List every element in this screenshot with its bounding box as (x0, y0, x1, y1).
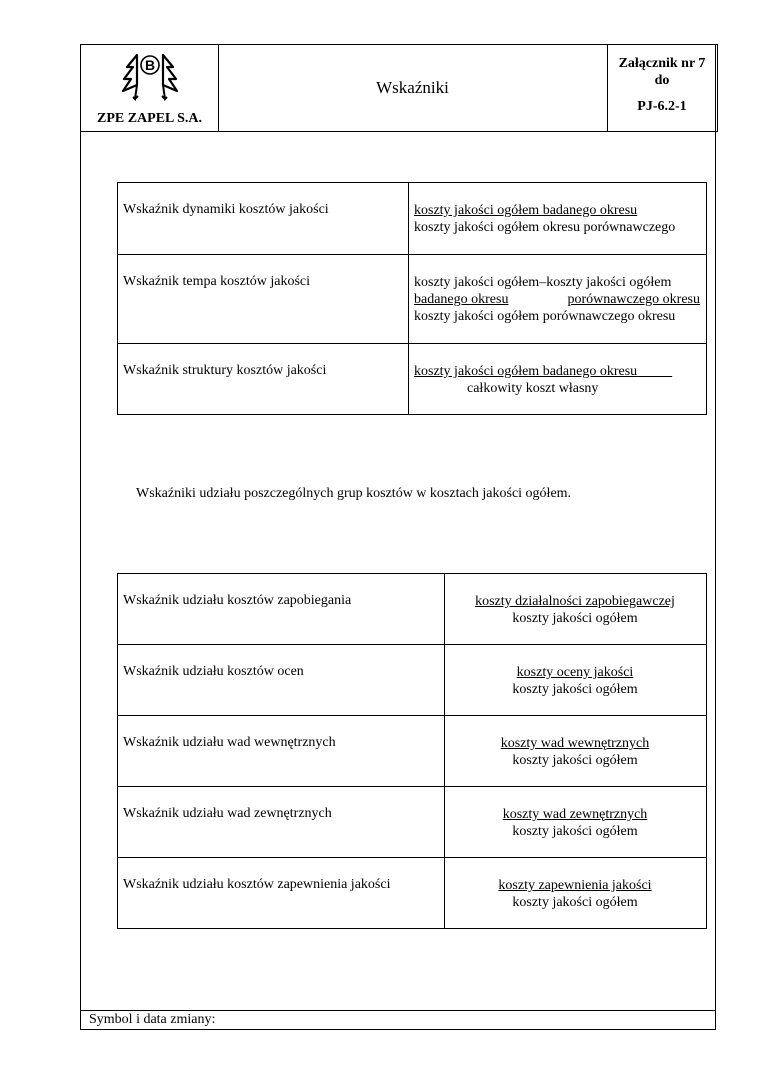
indicator-label-cell (118, 344, 409, 415)
formula-cell (409, 344, 707, 415)
formula-denominator: koszty jakości ogółem okresu porównawczego (414, 220, 676, 235)
formula-denominator: koszty jakości ogółem (512, 611, 638, 626)
formula-denominator: koszty jakości ogółem porównawczego okresu (414, 309, 676, 324)
annex-to: do (654, 73, 670, 88)
formula-denominator: koszty jakości ogółem (512, 682, 638, 697)
annex-reference: PJ-6.2-1 (637, 99, 687, 114)
annex-cell (607, 45, 717, 131)
formula-period-b: porównawczego okresu (567, 292, 700, 307)
document-title-text: Wskaźniki (376, 78, 449, 97)
table-row (118, 574, 707, 645)
formula-numerator: koszty działalności zapobiegawczej (475, 594, 675, 609)
table-row (118, 645, 707, 716)
formula-cell (409, 255, 707, 344)
indicator-label: Wskaźnik udziału wad wewnętrznych (123, 735, 336, 750)
formula (409, 344, 706, 397)
table-row (118, 183, 707, 255)
indicator-label: Wskaźnik struktury kosztów jakości (123, 363, 327, 378)
formula (445, 645, 706, 698)
indicator-label: Wskaźnik dynamiki kosztów jakości (123, 202, 329, 217)
formula (445, 716, 706, 769)
table-row (118, 255, 707, 344)
intro-paragraph: Wskaźniki udziału poszczególnych grup kosztów w kosztach jakości ogółem. (136, 486, 572, 501)
formula-cell (445, 645, 707, 716)
indicator-label-cell (118, 858, 445, 929)
formula (445, 858, 706, 911)
share-indicators-table (117, 573, 707, 929)
indicator-label: Wskaźnik tempa kosztów jakości (123, 274, 311, 289)
formula-denominator: koszty jakości ogółem (512, 824, 638, 839)
annex-number: Załącznik nr 7 (618, 56, 706, 71)
indicator-label-cell (118, 574, 445, 645)
formula (445, 574, 706, 627)
formula-numerator-line1: koszty jakości ogółem–koszty jakości ogółem (414, 275, 672, 290)
indicator-label-cell (118, 183, 409, 255)
formula-numerator-line2 (414, 291, 700, 308)
formula (409, 183, 706, 236)
formula-numerator: koszty zapewnienia jakości (498, 878, 652, 893)
formula-cell (445, 716, 707, 787)
formula-cell (409, 183, 707, 255)
indicator-label-cell (118, 716, 445, 787)
footer-divider (80, 1010, 716, 1011)
formula-numerator: koszty wad zewnętrznych (502, 807, 648, 822)
formula-denominator: koszty jakości ogółem (512, 753, 638, 768)
change-symbol-label: Symbol i data zmiany: (89, 1012, 216, 1027)
indicator-label-cell (118, 645, 445, 716)
formula-denominator: całkowity koszt własny (467, 381, 599, 396)
formula (409, 255, 706, 325)
document-title (218, 45, 608, 131)
formula-cell (445, 787, 707, 858)
formula-denominator: koszty jakości ogółem (512, 895, 638, 910)
indicators-table (117, 182, 707, 415)
table-row (118, 858, 707, 929)
table-row (118, 716, 707, 787)
company-name: ZPE ZAPEL S.A. (96, 111, 203, 126)
formula-numerator: koszty oceny jakości (516, 665, 634, 680)
formula-cell (445, 858, 707, 929)
formula-numerator: koszty jakości ogółem badanego okresu (414, 203, 638, 218)
logo-letter: B (144, 57, 156, 73)
formula-period-a: badanego okresu (414, 292, 509, 307)
indicator-label: Wskaźnik udziału wad zewnętrznych (123, 806, 332, 821)
document-header (80, 44, 718, 132)
formula-cell (445, 574, 707, 645)
indicator-label: Wskaźnik udziału kosztów zapobiegania (123, 593, 352, 608)
logo-cell (81, 45, 219, 131)
company-logo-icon (121, 51, 179, 109)
formula-numerator: koszty wad wewnętrznych (500, 736, 650, 751)
indicator-label-cell (118, 787, 445, 858)
table-row (118, 344, 707, 415)
table-row (118, 787, 707, 858)
indicator-label: Wskaźnik udziału kosztów zapewnienia jakości (123, 877, 391, 892)
formula-numerator: koszty jakości ogółem badanego okresu (414, 364, 638, 379)
indicator-label: Wskaźnik udziału kosztów ocen (123, 664, 304, 679)
indicator-label-cell (118, 255, 409, 344)
formula (445, 787, 706, 840)
